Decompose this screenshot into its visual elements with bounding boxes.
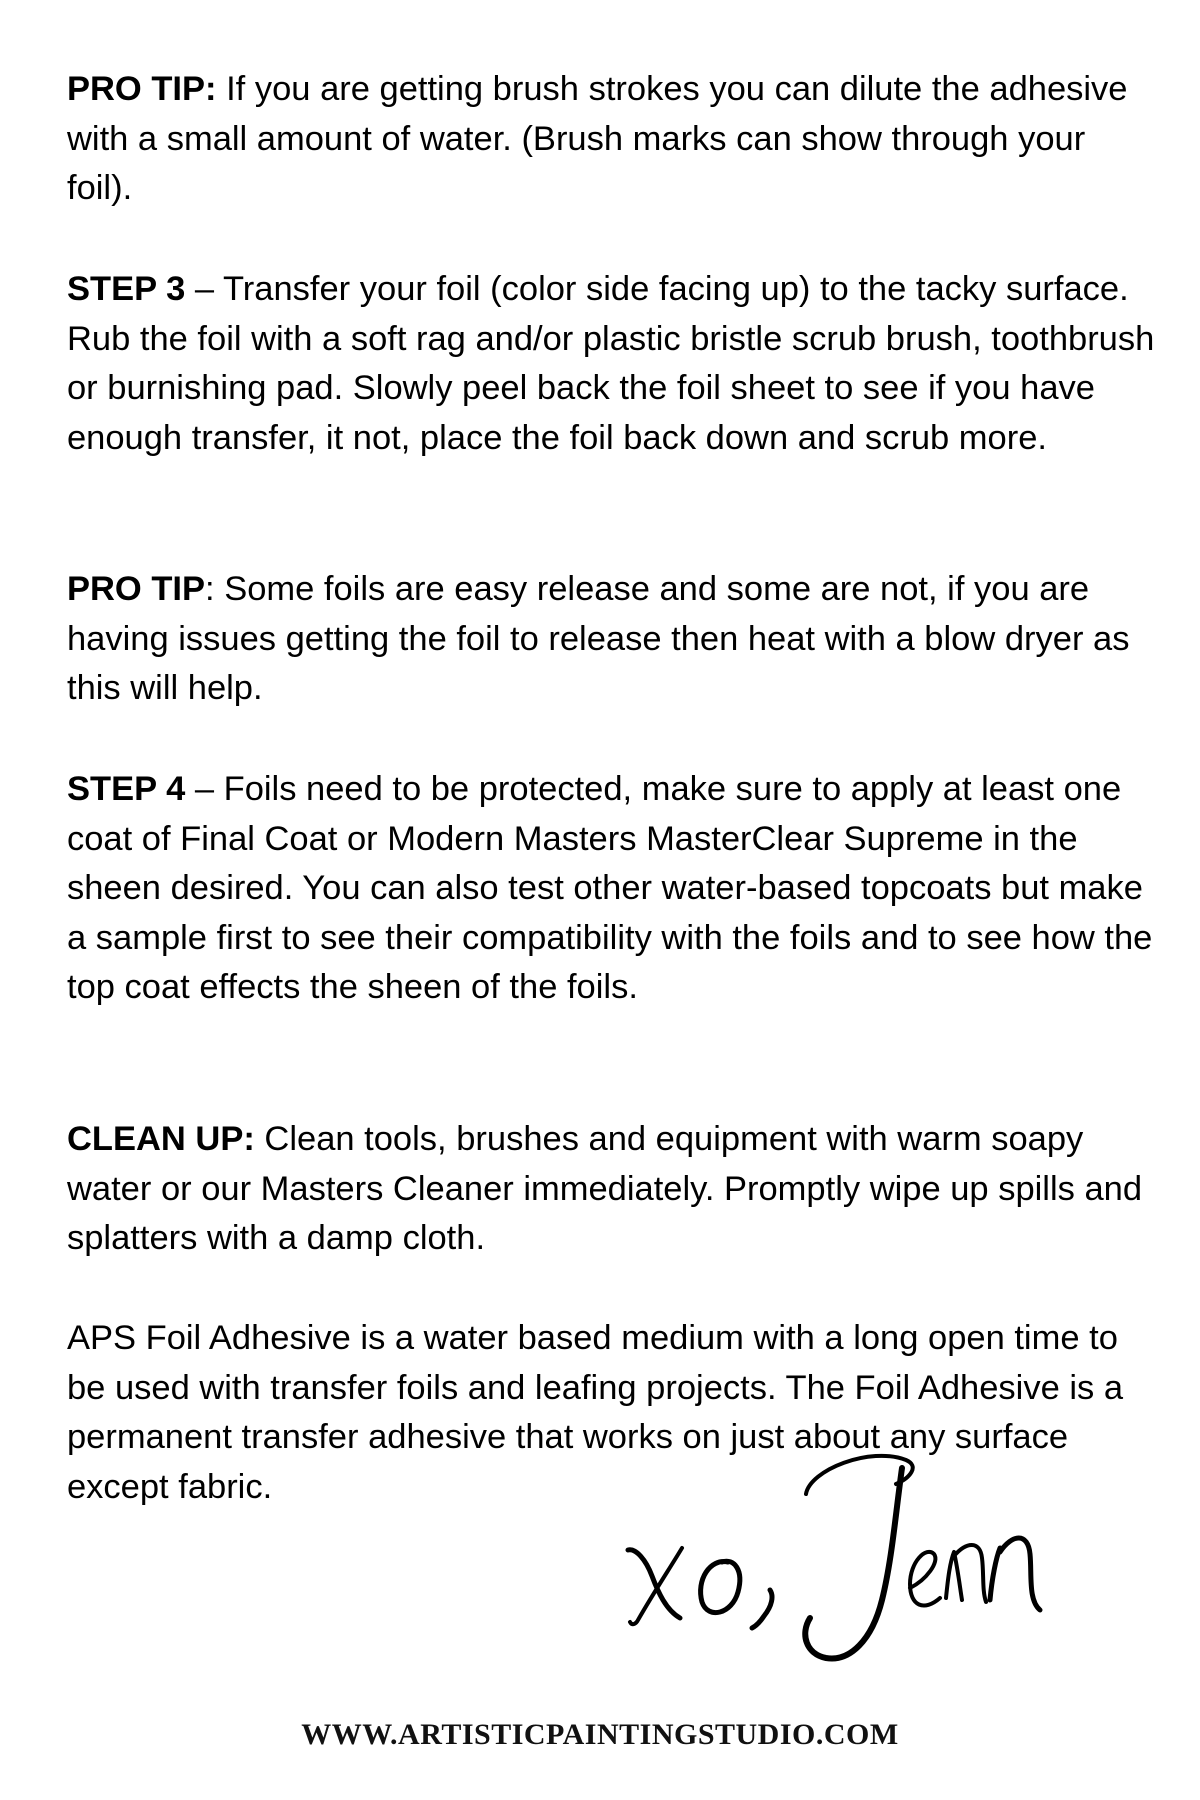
pro-tip-label: PRO TIP: [67, 70, 217, 108]
pro-tip-paragraph [67, 65, 1157, 214]
pro-tip-2-label: PRO TIP [67, 570, 206, 608]
pro-tip-2-text: : Some foils are easy release and some are not, if you are having issues getting the foil to release then heat with a blow dryer as this will help. [67, 570, 1130, 707]
product-description-text: APS Foil Adhesive is a water based medium with a long open time to be used with transfer foils and leafing projects. The Foil Adhesive is a permanent transfer adhesive that works on just about any surface except fabric. [67, 1319, 1124, 1506]
step-4-paragraph [67, 765, 1157, 1013]
clean-up-text: Clean tools, brushes and equipment with warm soapy water or our Masters Cleaner immediately. Promptly wipe up spills and splatters with a damp cloth. [67, 1120, 1143, 1257]
pro-tip-2-paragraph [67, 565, 1157, 714]
website-url: WWW.ARTISTICPAINTINGSTUDIO.COM [301, 1718, 899, 1751]
step-3-label: STEP 3 [67, 270, 186, 308]
step-4-text: – Foils need to be protected, make sure to apply at least one coat of Final Coat or Modern Masters MasterClear Supreme in the sheen desired. You can also test other water-based topcoats but make a sample first to see their compatibility with the foils and to see how the top coat effects the sheen of the foils. [67, 770, 1153, 1006]
pro-tip-text: If you are getting brush strokes you can dilute the adhesive with a small amount of water. (Brush marks can show through your foil). [67, 70, 1128, 207]
step-3-paragraph [67, 265, 1157, 463]
clean-up-label: CLEAN UP: [67, 1120, 255, 1158]
step-4-label: STEP 4 [67, 770, 186, 808]
handwritten-signature [610, 1450, 1070, 1670]
step-3-text: – Transfer your foil (color side facing up) to the tacky surface. Rub the foil with a soft rag and/or plastic bristle scrub brush, toothbrush or burnishing pad. Slowly peel back the foil sheet to see if you have enough transfer, it not, place the foil back down and scrub more. [67, 270, 1155, 457]
clean-up-paragraph [67, 1115, 1157, 1264]
signature-drawing [610, 1450, 1070, 1670]
